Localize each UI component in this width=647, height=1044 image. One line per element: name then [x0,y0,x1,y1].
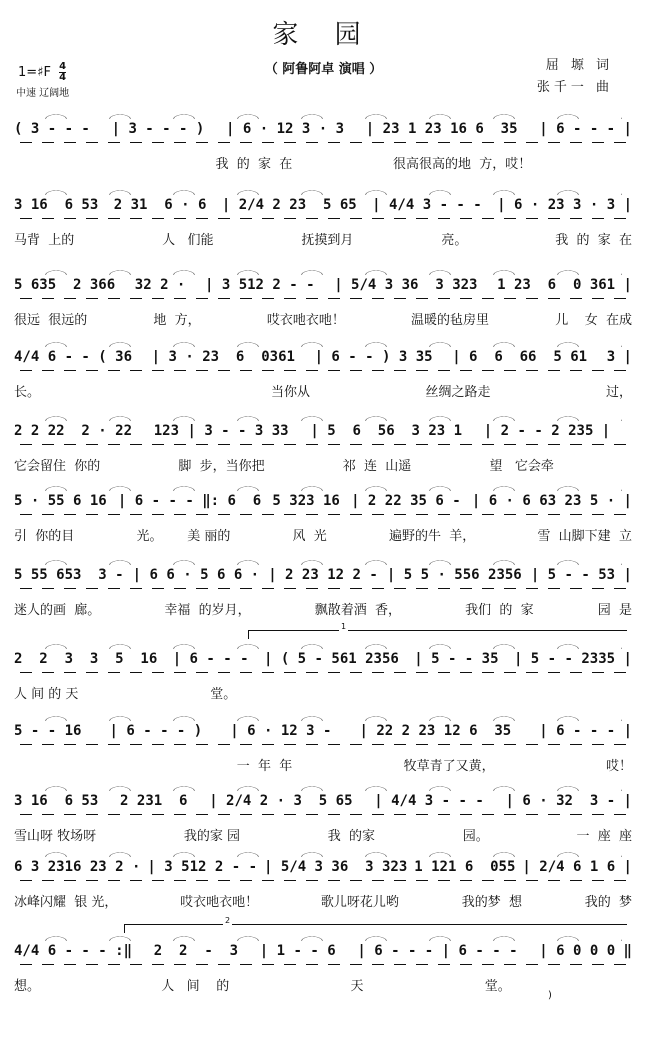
measure: | 3 512 2 - - [204,277,315,293]
lyric-line [14,754,632,774]
lyric-line [14,682,632,702]
notation-line [14,490,632,512]
duration-underlines [20,444,626,448]
lyric-segment: 园 是 [597,602,632,618]
measure: | 6 - - ) 3 35 [314,349,433,365]
volta-number: 2 [225,916,231,925]
duration-underlines [20,298,626,302]
measure: | 5/4 3 36 3 323 [263,859,408,875]
lyric-segment: 长。 [14,384,41,400]
measure: | 4/4 3 - - - [372,197,482,213]
measure: 3 16 6 53 [14,197,99,213]
time-top: 4 [59,61,67,72]
lyric-segment: 天 [350,978,364,994]
notation-line [14,346,632,368]
lyric-segment: 幸福 的岁月， [164,602,251,618]
measure: | 6 - - - ‖: 6 6 [117,493,262,509]
lyric-segment: 它会留住 你的 [14,458,101,474]
measure: 5 55 653 3 - [14,567,124,583]
measure: 5 - - 16 [14,723,82,739]
composer-credit: 张千一 曲 [536,80,613,95]
notation-line [14,118,632,140]
lyric-line [14,524,632,544]
duration-underlines [20,880,626,884]
volta-bracket [124,916,627,933]
measure: | 22 2 23 12 6 35 [359,723,512,739]
duration-underlines [20,218,626,222]
measure: 2 2 22 2 · 22 [14,423,133,439]
measure: ( 3 - - - [14,121,90,137]
time-signature [59,62,66,83]
lyric-segment: 当你从 [270,384,310,400]
measure: | 5 - - 35 [414,651,499,667]
lyric-segment: 抚摸到月 [301,232,354,248]
measure: | 2 22 35 6 - [351,493,461,509]
lyric-segment: 歌儿呀花儿哟 [320,894,399,910]
measure: 2 2 - 3 [153,943,239,959]
lyric-line [14,380,632,400]
page-mark: ) [548,990,552,1001]
measure: | 23 1 23 16 6 35 [365,121,518,137]
measure: 3 | [606,349,632,365]
lyric-segment: 我的 梦 [584,894,632,910]
lyric-segment: 很远 很远的 [14,312,88,328]
notation-line [14,720,632,742]
measure: 123 | 3 - - 3 33 [153,423,289,439]
notation-line [14,940,632,962]
lyric-line [14,824,632,844]
measure: | 6 0 0 0 ‖ [539,943,632,959]
lyric-segment: 我的梦 想 [461,894,522,910]
measure: | 2 - - 2 235 | [483,423,611,439]
lyric-segment: 引 你的目 [14,528,75,544]
notation-line [14,274,632,296]
lyric-segment: 亮。 [441,232,468,248]
measure: | 6 · 32 3 - | [505,793,632,809]
duration-underlines [20,672,626,676]
duration-underlines [20,744,626,748]
measure: 2 2 3 3 5 16 [14,651,158,667]
measure: | 5 - - 53 | [530,567,632,583]
measure: | 5 5 · 556 2356 [386,567,522,583]
lyric-segment: 脚 步，当你把 [178,458,265,474]
notation-line [14,856,632,878]
lyric-segment: 过， [605,384,632,400]
measure: | 6 - - - ) [109,723,203,739]
measure: 2 231 6 [120,793,188,809]
lyric-segment: 祁 连 山遥 [342,458,412,474]
lyric-segment: 人 间 的 [161,978,230,994]
measure: 5 323 16 [272,493,340,509]
lyric-segment: 园。 [462,828,489,844]
lyric-segment: 人 间 的 天 [14,686,79,702]
time-bottom: 4 [59,72,67,83]
lyric-segment: 一 座 座 [576,828,632,844]
duration-underlines [20,370,626,374]
song-title: 家 园 [272,20,375,50]
duration-underlines [20,964,626,968]
lyric-segment: 我 的 家 在 [555,232,632,248]
measure: | 3 · 23 6 0361 [151,349,295,365]
measure: | 2/4 6 1 6 | [522,859,632,875]
lyric-segment: 牧草青了又黄， [403,758,495,774]
measure: 1 23 6 0 361 | [497,277,632,293]
measure: | 6 - - - | 6 - - - [357,943,518,959]
measure: | 6 - - - [172,651,249,667]
measure: 4/4 6 - - ( 36 [14,349,133,365]
notation-line [14,194,632,216]
measure: 5 635 2 366 [14,277,116,293]
lyric-segment: 望 它会牵 [489,458,554,474]
measure: 2 31 6 · 6 [113,197,207,213]
lyric-segment: 雪山呀 牧场呀 [14,828,97,844]
volta-bracket [248,622,627,639]
measure: | 6 · 23 3 · 3 | [497,197,632,213]
key-signature [18,62,66,83]
lyricist-credit: 屈 塬 词 [545,58,613,73]
measure: | 2/4 2 · 3 5 65 [209,793,353,809]
duration-underlines [20,142,626,146]
measure: | 3 - - - ) [111,121,205,137]
measure: | 5/4 3 36 3 323 [334,277,478,293]
lyric-segment: 我 的 家 在 [215,156,293,172]
lyric-segment: 温暖的毡房里 [411,312,490,328]
lyric-line [14,228,632,248]
measure: | 6 · 6 63 23 5 · | [471,493,632,509]
measure: | 2/4 2 23 5 65 [221,197,357,213]
lyric-segment: 飘散着酒 香， [314,602,401,618]
measure: | 6 - - - | [539,723,632,739]
lyric-segment: 遍野的牛 羊， [388,528,476,544]
lyric-segment: 哎！ [605,758,632,774]
lyric-line [14,152,632,172]
notation-line [14,420,632,442]
lyric-segment: 堂。 [484,978,511,994]
lyric-segment: 风 光 [292,528,327,544]
measure: | 1 - - 6 [259,943,336,959]
lyric-line [14,454,632,474]
lyric-segment: 我们 的 家 [465,602,534,618]
duration-underlines [20,514,626,518]
lyric-segment: 想。 [14,978,41,994]
lyric-segment: 堂。 [210,686,237,702]
measure: 32 2 · [134,277,186,293]
lyric-segment: 很高很高的地 方，哎！ [393,156,532,172]
lyric-segment: 我 的家 [327,828,375,844]
measure: | 4/4 3 - - - [374,793,484,809]
lyric-segment: 哎衣吔衣吔！ [266,312,345,328]
lyric-segment: 哎衣吔衣吔！ [180,894,259,910]
lyric-segment: 地 方， [153,312,201,328]
singer-line: （ 阿鲁阿卓 演唱 ） [264,62,383,77]
duration-underlines [20,588,626,592]
lyric-line [14,974,632,994]
measure: 5 · 55 6 16 [14,493,107,509]
lyric-segment: 雪 山脚下建 立 [537,528,632,544]
lyric-segment: 冰峰闪耀 银 光， [14,894,118,910]
measure: | 6 6 · 5 6 6 · [132,567,260,583]
lyric-segment: 光。 美 丽的 [136,528,231,544]
lyric-segment: 一 年 年 [236,758,293,774]
duration-underlines [20,814,626,818]
measure: | 6 - - - | [539,121,632,137]
tempo-marking: 中速 辽阔地 [16,88,70,99]
measure: | 6 · 12 3 · 3 [226,121,345,137]
measure: | 3 512 2 - - [147,859,257,875]
lyric-line [14,308,632,328]
measure: 3 16 6 53 [14,793,99,809]
notation-line [14,790,632,812]
measure: 6 3 2316 23 2 · [14,859,141,875]
lyric-line [14,598,632,618]
lyric-segment: 丝绸之路走 [425,384,491,400]
notation-line [14,564,632,586]
measure: | ( 5 - 561 2356 [263,651,399,667]
lyric-segment: 儿 女 在成 [555,312,632,328]
key-note: ♯F [37,65,51,80]
lyric-segment: 马背 上的 [14,232,75,248]
measure: | 5 - - 2335 | [513,651,632,667]
notation-line [14,648,632,670]
measure: | 5 6 56 3 23 1 [310,423,463,439]
lyric-segment: 人 们能 [162,232,214,248]
measure: | 2 23 12 2 - [268,567,378,583]
measure: | 6 6 66 5 61 [452,349,588,365]
lyric-segment: 我的家 园 [183,828,240,844]
lyric-segment: 迷人的画 廊。 [14,602,101,618]
measure: 4/4 6 - - - :‖ [14,943,133,959]
measure: | 6 · 12 3 - [230,723,332,739]
key-label: 1= [18,65,38,80]
lyric-line [14,890,632,910]
measure: 1 121 6 055 [414,859,516,875]
volta-number: 1 [341,622,347,631]
